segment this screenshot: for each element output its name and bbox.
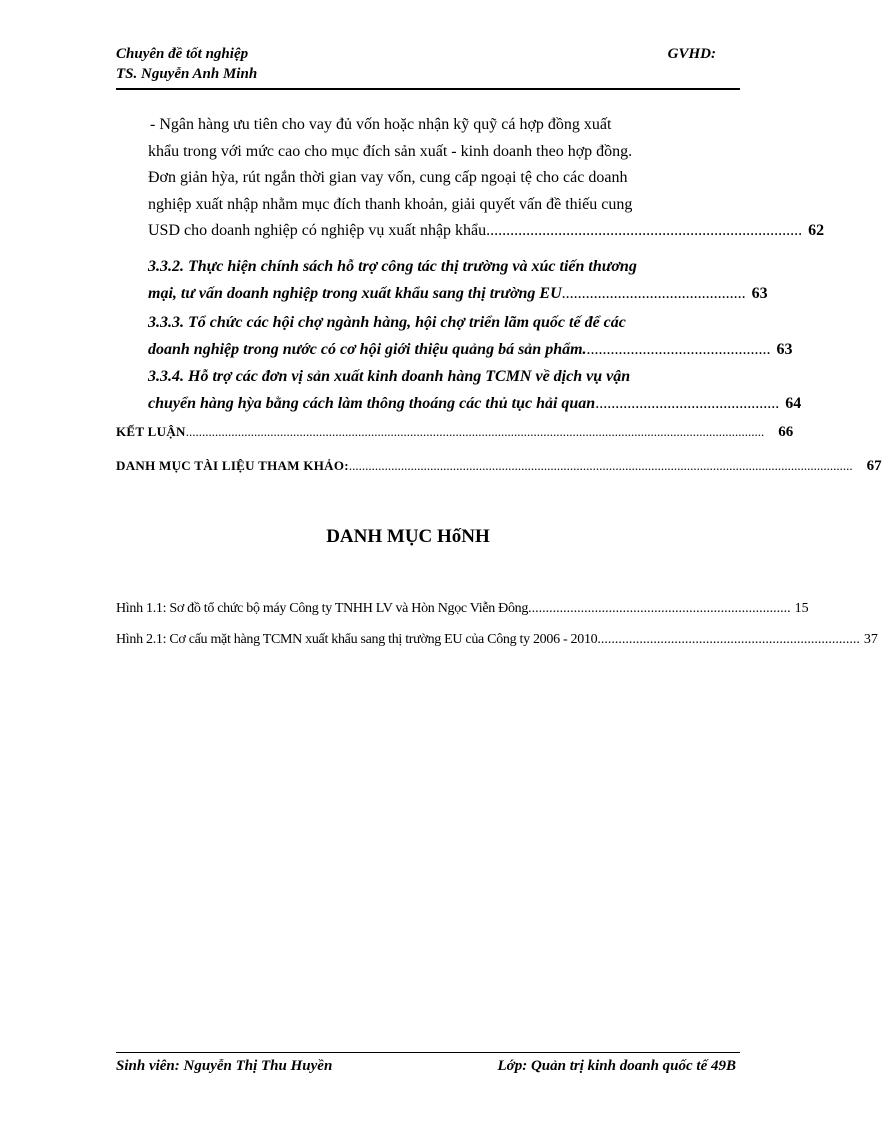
toc-conclusion-label: KẾT LUẬN: [116, 424, 186, 439]
figure-list-item[interactable]: [116, 598, 809, 620]
toc-references-label: DANH MỤC TÀI LIỆU THAM KHẢO:: [116, 458, 349, 473]
toc-entry-332[interactable]: [148, 254, 768, 307]
footer-class-name: Lớp: Quản trị kinh doanh quốc tế 49B: [497, 1058, 736, 1074]
toc-entry-334-text: chuyển hàng hỳa bằng cách làm thông thoáng các thủ tục hải quan: [148, 394, 596, 412]
toc-entry-333-page: 63: [776, 340, 793, 358]
toc-entry-331-line: Đơn giản hỳa, rút ngắn thời gian vay vốn, cung cấp ngoại tệ cho các doanh: [148, 169, 628, 186]
toc-entry-332-line2: [148, 281, 768, 308]
toc-entry-331-page: 62: [808, 222, 825, 239]
footer-student-name: Sinh viên: Nguyễn Thị Thu Huyền: [116, 1058, 333, 1074]
toc-entry-334-page: 64: [785, 394, 802, 412]
leader-dots: ..............................................: [586, 340, 771, 358]
figure-list-item[interactable]: [116, 629, 878, 651]
header-advisor-name: TS. Nguyễn Anh Minh: [116, 66, 258, 82]
toc-entry-331-last-line: [148, 218, 825, 245]
figure-page: 37: [863, 632, 878, 647]
toc-references-page: 67: [866, 458, 882, 474]
figure-page: 15: [794, 601, 809, 616]
toc-entry-references[interactable]: [116, 456, 882, 476]
leader-dots: ...........................................................................: [528, 601, 791, 616]
toc-entry-331-line: khẩu trong với mức cao cho mục đích sản xuất - kinh doanh theo hợp đồng.: [148, 142, 633, 160]
toc-entry-334-line1: 3.3.4. Hỗ trợ các đơn vị sản xuất kinh doanh hàng TCMN về dịch vụ vận: [148, 368, 631, 385]
toc-entry-conclusion[interactable]: [116, 422, 794, 442]
toc-entry-331-line: - Ngân hàng ưu tiên cho vay đủ vốn hoặc nhận kỹ quỹ cá hợp đồng xuất: [150, 116, 612, 133]
leader-dots: ..............................................................................: [490, 222, 803, 239]
figure-label: Hình 2.1: Cơ cấu mặt hàng TCMN xuất khẩu sang thị trường EU của Công ty 2006 - 2010: [116, 632, 598, 647]
toc-entry-333-text: doanh nghiệp trong nước có cơ hội giới thiệu quảng bá sản phẩm.: [148, 340, 587, 358]
toc-entry-334[interactable]: [148, 364, 802, 417]
toc-entry-332-text: mại, tư vấn doanh nghiệp trong xuất khẩu sang thị trường EU: [148, 284, 562, 302]
footer-rule: [116, 1052, 740, 1053]
toc-entry-333[interactable]: [148, 310, 793, 363]
toc-entry-334-line2: [148, 391, 802, 418]
toc-entry-331-text: USD cho doanh nghiệp có nghiệp vụ xuất nhập khẩu.: [148, 222, 491, 239]
header-rule: [116, 88, 740, 90]
leader-dots: ...........................................................................: [597, 632, 860, 647]
toc-entry-333-line2: [148, 337, 793, 364]
toc-entry-331-line: nghiệp xuất nhập nhằm mục đích thanh khoản, giải quyết vấn đề thiếu cung: [148, 195, 633, 213]
toc-entry-332-line1: 3.3.2. Thực hiện chính sách hỗ trợ công tác thị trường và xúc tiến thương: [148, 258, 637, 275]
toc-entry-332-page: 63: [751, 284, 768, 302]
header-advisor-label: GVHD:: [667, 46, 716, 62]
leader-dots: ..............................................: [561, 284, 746, 302]
toc-entry-331: [148, 112, 825, 245]
leader-dots: ...........................................................................................................................................................: [348, 458, 853, 473]
toc-entry-333-line1: 3.3.3. Tổ chức các hội chợ ngành hàng, hội chợ triển lãm quốc tế để các: [148, 314, 626, 331]
header-thesis-title: Chuyên đề tốt nghiệp: [116, 46, 249, 62]
toc-conclusion-page: 66: [778, 424, 794, 440]
figure-label: Hình 1.1: Sơ đồ tổ chức bộ máy Công ty TNHH LV và Hòn Ngọc Viễn Đông: [116, 601, 529, 616]
leader-dots: ..............................................: [595, 394, 780, 412]
figures-list-heading: DANH MỤC HốNH: [326, 526, 490, 547]
leader-dots: ..................................................................................................................................................................................: [185, 424, 765, 439]
